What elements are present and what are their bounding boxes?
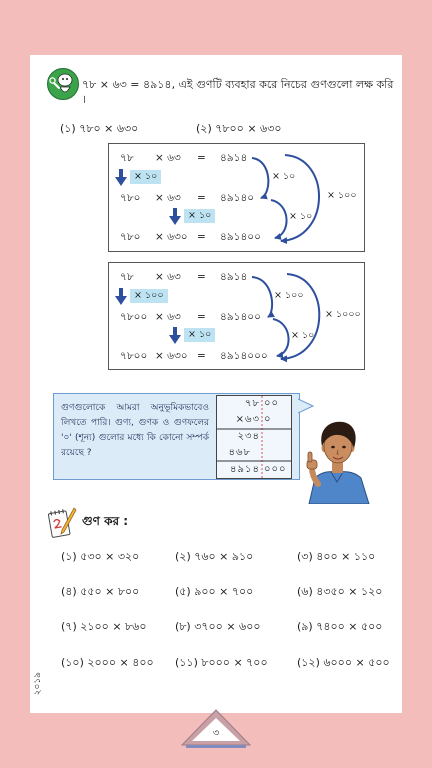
multiplicand: ৭৮০ <box>120 231 141 243</box>
mascot-icon <box>46 67 80 101</box>
arrow-label: × ১০ <box>289 211 313 222</box>
curved-arrow-icon <box>281 155 319 241</box>
curved-arrow-icon <box>271 200 287 238</box>
notebook-pencil-icon <box>47 505 77 539</box>
arrow-label: × ১০০০ <box>325 309 361 320</box>
product: ৪৯১৪০০০ <box>220 350 268 362</box>
equals-sign: = <box>197 231 206 243</box>
exercise-item: (২) ৭৬০ × ৯১০ <box>175 550 254 563</box>
calc-row-partial-2 <box>217 445 291 461</box>
exercise-item: (৬) ৪৩৫০ × ১২০ <box>297 585 383 598</box>
exercise-item: (১২) ৬০০০ × ৫০০ <box>297 656 390 669</box>
multiplicand: ৭৮ <box>120 271 134 283</box>
exercise-heading: গুণ কর : <box>82 514 129 528</box>
boy-illustration <box>301 410 373 504</box>
calc-zeros: ০০ <box>264 398 280 409</box>
calc-row-product <box>217 462 291 478</box>
equals-sign: = <box>197 311 206 323</box>
multiplicand: ৭৮ <box>120 152 134 164</box>
product: ৪৯১৪ <box>220 271 248 283</box>
edition-year: ২০১৯ <box>33 672 43 696</box>
step-label: × ১০ <box>184 328 215 342</box>
curved-arrows <box>109 144 364 251</box>
multiplicand: ৭৮০০ <box>120 350 148 362</box>
calc-digits: ×৬৩ <box>235 414 260 425</box>
calc-zeros: ০০০ <box>264 464 287 475</box>
calc-digits: ৪৯১৪ <box>230 464 260 475</box>
page-number: ৩ <box>212 728 220 739</box>
calc-row-multiplier <box>217 412 291 428</box>
step-label: × ১০০ <box>130 289 168 303</box>
multiplier: × ৬৩০ <box>155 231 188 243</box>
product: ৪৯১৪০০ <box>220 231 261 243</box>
exercise-item: (১) ৫৩০ × ৩২০ <box>61 550 140 563</box>
multiplier: × ৬৩০ <box>155 350 188 362</box>
step-label: × ১০ <box>130 170 161 184</box>
exercise-item: (৯) ৭৪০০ × ৫০০ <box>297 620 383 633</box>
multiplier: × ৬৩ <box>155 271 181 283</box>
multiplicand: ৭৮০০ <box>120 311 148 323</box>
example-box-1 <box>108 143 365 252</box>
equals-sign: = <box>197 350 206 362</box>
product: ৪৯১৪ <box>220 152 248 164</box>
exercise-item: (৩) ৪০০ × ১১০ <box>297 550 376 563</box>
exercise-item: (৫) ৯০০ × ৭০০ <box>175 585 254 598</box>
product: ৪৯১৪০০ <box>220 311 261 323</box>
step-label: × ১০ <box>184 209 215 223</box>
calc-digits: ৪৬৮ <box>228 447 251 458</box>
example-box-2 <box>108 262 365 370</box>
vertical-multiplication <box>216 395 292 479</box>
exercise-item: (৭) ২১০০ × ৮৬০ <box>61 620 147 633</box>
equals-sign: = <box>197 271 206 283</box>
multiplier: × ৬৩ <box>155 152 181 164</box>
multiplier: × ৬৩ <box>155 192 181 204</box>
arrow-label: × ১০০ <box>274 290 304 301</box>
calc-row-partial-1 <box>217 429 291 445</box>
exercise-item: (৪) ৫৫০ × ৮০০ <box>61 585 140 598</box>
multiplier: × ৬৩ <box>155 311 181 323</box>
arrow-label: × ১০ <box>272 171 296 182</box>
speech-bubble-text: গুণগুলোকে আমরা অনুভূমিকভাবেও লিখতে পারি। গুণ্য, গুণক ও গুণফলের '০' (শূন্য) গুলোর মধ্যে কি কোনো সম্পর্ক রয়েছে ? <box>61 403 209 458</box>
calc-zeros: ০ <box>264 414 272 425</box>
equals-sign: = <box>197 192 206 204</box>
exercise-item: (১১) ৮০০০ × ৭০০ <box>175 656 268 669</box>
equals-sign: = <box>197 152 206 164</box>
problem-2-label: (২) ৭৮০০ × ৬৩০ <box>196 122 282 135</box>
calc-row-multiplicand <box>217 396 291 412</box>
calc-digits: ৭৮ <box>245 398 260 409</box>
curved-arrow-icon <box>252 158 268 198</box>
multiplicand: ৭৮০ <box>120 192 141 204</box>
product: ৪৯১৪০ <box>220 192 255 204</box>
curved-arrow-icon <box>273 319 289 356</box>
curved-arrow-icon <box>252 277 272 317</box>
exercise-item: (৮) ৩৭০০ × ৬০০ <box>175 620 261 633</box>
intro-text: ৭৮ × ৬৩ = ৪৯১৪, এই গুণটি ব্যবহার করে নিচের গুণগুলো লক্ষ করি । <box>82 78 394 106</box>
exercise-item: (১০) ২০০০ × ৪০০ <box>61 656 154 669</box>
problem-1-label: (১) ৭৮০ × ৬৩০ <box>60 122 139 135</box>
calc-digits: ২৩৪ <box>237 431 260 442</box>
arrow-label: × ১০০ <box>327 190 357 201</box>
arrow-label: × ১০ <box>291 330 315 341</box>
